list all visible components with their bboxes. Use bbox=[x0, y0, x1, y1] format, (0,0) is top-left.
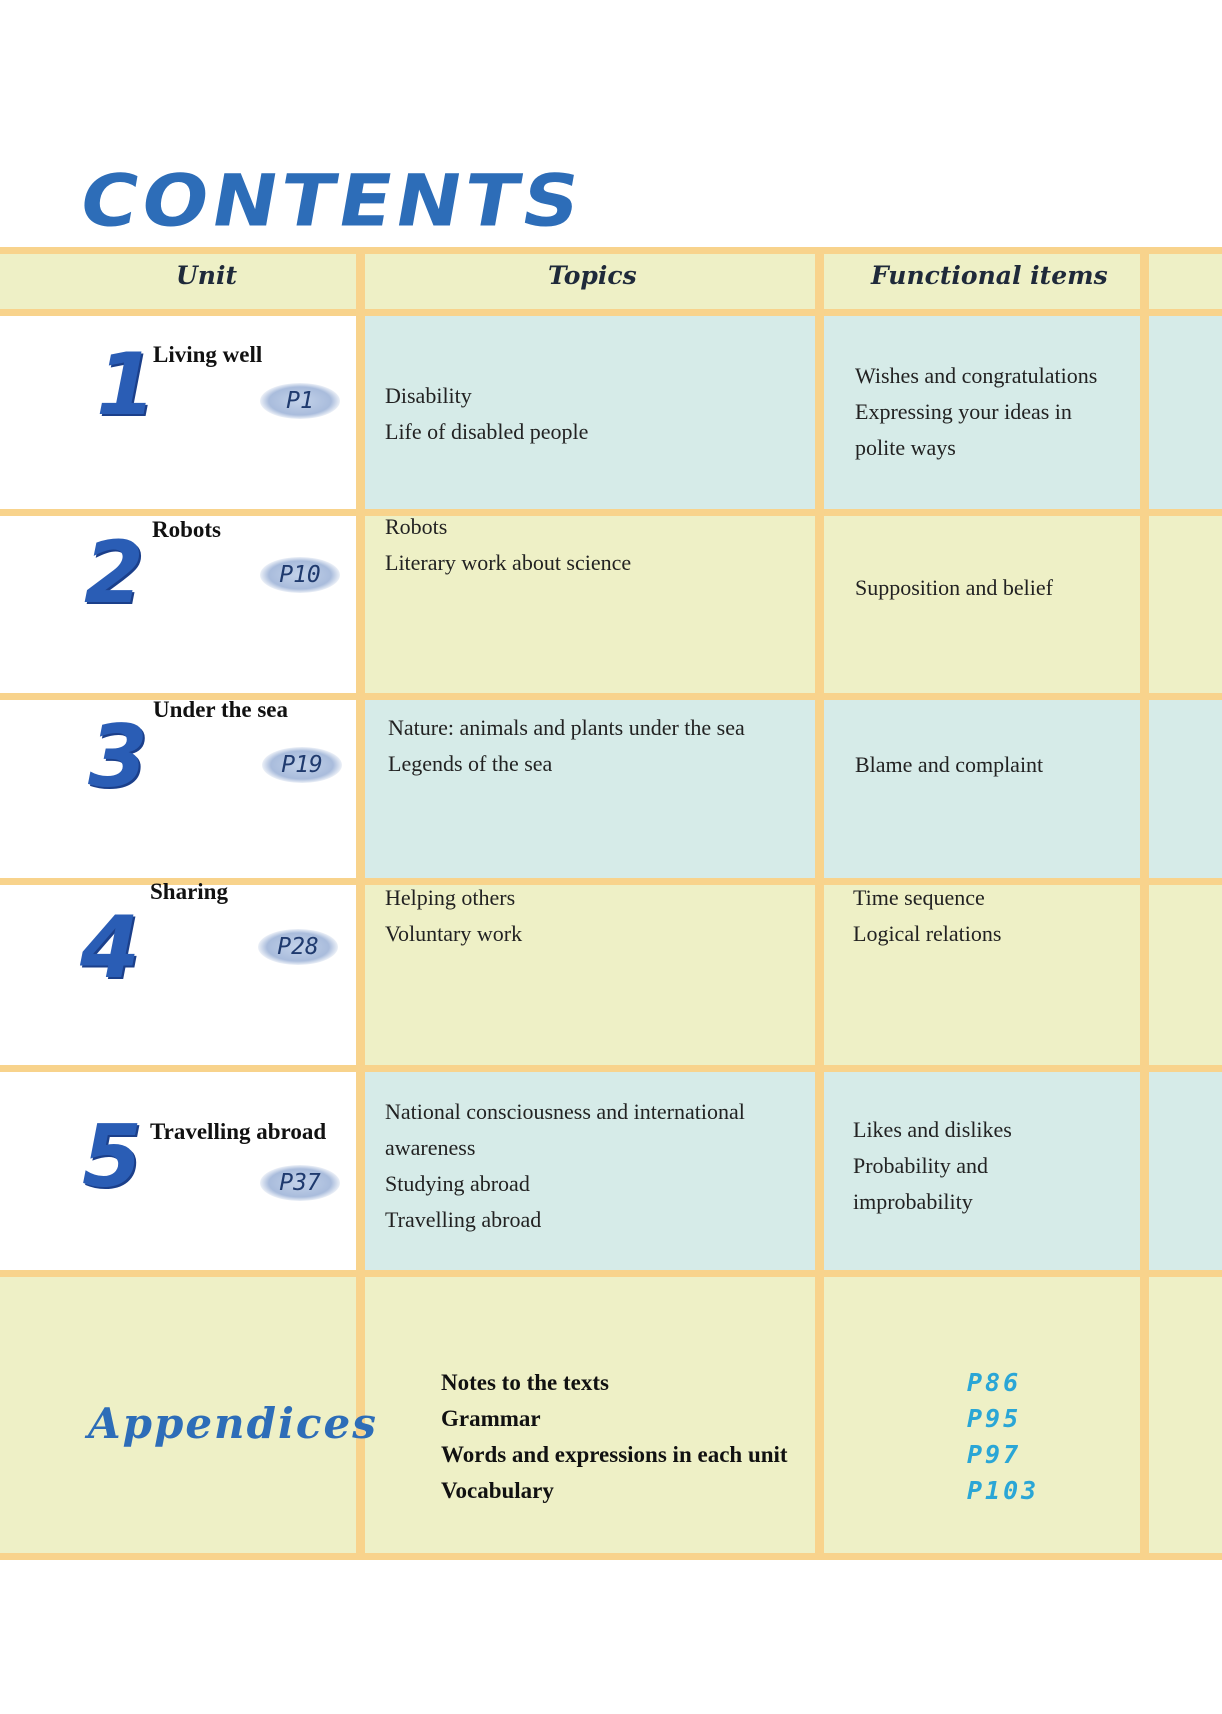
topic-line: Studying abroad bbox=[385, 1171, 530, 1196]
unit-name-2: Robots bbox=[152, 517, 222, 542]
functional-line: Expressing your ideas in bbox=[855, 399, 1072, 424]
appendix-page: P95 bbox=[967, 1404, 1022, 1433]
appendices-list bbox=[441, 1365, 788, 1509]
header-unit: Unit bbox=[176, 261, 238, 290]
extra-cell-4 bbox=[1149, 884, 1222, 1065]
unit-page-3: P19 bbox=[262, 747, 342, 783]
functional-line: Wishes and congratulations bbox=[855, 363, 1098, 388]
topic-line: National consciousness and international bbox=[385, 1099, 745, 1124]
functional-cell-3 bbox=[824, 699, 1140, 878]
unit-name-5: Travelling abroad bbox=[150, 1119, 327, 1144]
appendices-pages bbox=[967, 1365, 1039, 1509]
appendix-item: Words and expressions in each unit bbox=[441, 1442, 788, 1467]
unit-number-2: 2 bbox=[84, 523, 144, 623]
functional-line: Blame and complaint bbox=[855, 752, 1044, 777]
header-topics: Topics bbox=[548, 261, 637, 290]
unit-cell-4 bbox=[0, 884, 356, 1065]
topic-line: Disability bbox=[385, 383, 472, 408]
appendix-item: Notes to the texts bbox=[441, 1370, 609, 1395]
topic-line: Life of disabled people bbox=[385, 419, 589, 444]
functional-line: Likes and dislikes bbox=[853, 1117, 1012, 1142]
topics-4 bbox=[385, 880, 522, 952]
functional-5 bbox=[853, 1112, 1012, 1220]
unit-number-5: 5 bbox=[82, 1107, 142, 1207]
unit-number-4: 4 bbox=[80, 898, 140, 998]
unit-name-3: Under the sea bbox=[153, 697, 289, 722]
appendix-page: P86 bbox=[967, 1368, 1022, 1397]
appendices-section bbox=[0, 1276, 1222, 1553]
appendices-title: Appendices bbox=[88, 1399, 378, 1448]
contents-table bbox=[0, 247, 1222, 1560]
rule-row-4 bbox=[0, 1065, 1222, 1072]
topic-line: Helping others bbox=[385, 885, 516, 910]
functional-line: improbability bbox=[853, 1189, 973, 1214]
unit-page-1: P1 bbox=[260, 383, 340, 419]
topic-line: Travelling abroad bbox=[385, 1207, 542, 1232]
rule-header bbox=[0, 309, 1222, 316]
functional-line: Probability and bbox=[853, 1153, 989, 1178]
page-title: CONTENTS bbox=[73, 160, 590, 243]
unit-page-4: P28 bbox=[258, 929, 338, 965]
unit-number-1: 1 bbox=[96, 335, 156, 435]
functional-4 bbox=[853, 880, 1001, 952]
functional-1 bbox=[855, 358, 1097, 466]
functional-line: Supposition and belief bbox=[855, 575, 1053, 600]
topic-line: Nature: animals and plants under the sea bbox=[388, 715, 745, 740]
unit-name-4: Sharing bbox=[150, 879, 228, 904]
unit-number-3: 3 bbox=[88, 707, 148, 807]
functional-line: polite ways bbox=[855, 435, 956, 460]
unit-name-1: Living well bbox=[153, 342, 263, 367]
functional-3 bbox=[855, 747, 1043, 783]
topics-1 bbox=[385, 378, 588, 450]
appendix-page: P103 bbox=[967, 1476, 1040, 1505]
topic-line: awareness bbox=[385, 1135, 476, 1160]
functional-line: Time sequence bbox=[853, 885, 985, 910]
appendix-page: P97 bbox=[967, 1440, 1022, 1469]
unit-page-5: P37 bbox=[260, 1165, 340, 1201]
unit-cell-3 bbox=[0, 699, 356, 878]
unit-page-2: P10 bbox=[260, 557, 340, 593]
functional-2 bbox=[855, 570, 1053, 606]
rule-bottom bbox=[0, 1553, 1222, 1560]
topic-line: Voluntary work bbox=[385, 921, 523, 946]
topics-5 bbox=[385, 1094, 745, 1238]
appendix-item: Grammar bbox=[441, 1406, 541, 1431]
extra-cell-3 bbox=[1149, 699, 1222, 878]
functional-line: Logical relations bbox=[853, 921, 1002, 946]
extra-cell-2 bbox=[1149, 515, 1222, 693]
topics-3 bbox=[388, 710, 745, 782]
rule-top bbox=[0, 247, 1222, 254]
topics-2 bbox=[385, 509, 631, 581]
extra-cell-5 bbox=[1149, 1071, 1222, 1270]
topic-line: Literary work about science bbox=[385, 550, 632, 575]
header-functional-items: Functional items bbox=[871, 261, 1108, 290]
topic-line: Robots bbox=[385, 514, 448, 539]
extra-cell-1 bbox=[1149, 315, 1222, 509]
topic-line: Legends of the sea bbox=[388, 751, 553, 776]
appendix-item: Vocabulary bbox=[441, 1478, 554, 1503]
